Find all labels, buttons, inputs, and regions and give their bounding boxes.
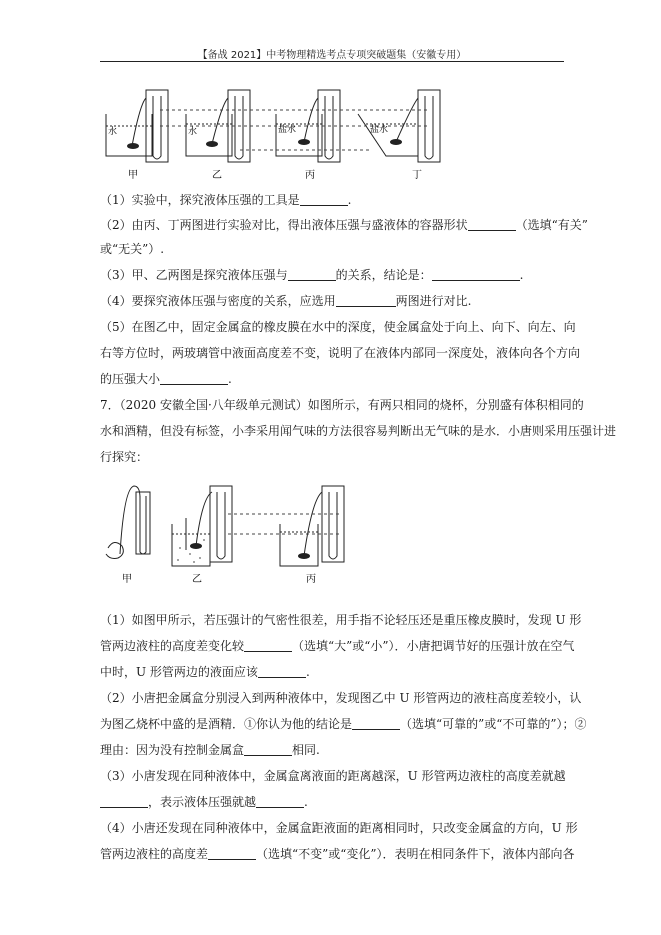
s2-q1-line-1: （1）如图甲所示，若压强计的气密性很差，用手指不论轻压还是重压橡皮膜时，发现 U 形 xyxy=(100,613,582,627)
figure-1-label-bing: 丙 xyxy=(305,170,315,181)
answer-blank[interactable] xyxy=(244,744,292,756)
answer-blank[interactable] xyxy=(208,848,256,860)
s2-q2-line-3: 理由：因为没有控制金属盒 相同. xyxy=(100,743,320,757)
answer-blank[interactable] xyxy=(468,219,516,231)
figure-1-label-ding: 丁 xyxy=(412,170,422,181)
s2-q2-line-1: （2）小唐把金属盒分别浸入到两种液体中，发现图乙中 U 形管两边的液柱高度差较小，认 xyxy=(100,691,582,705)
answer-blank[interactable] xyxy=(300,194,348,206)
s2-q3-line-2: ，表示液体压强就越 . xyxy=(100,794,570,810)
figure-1-liquid-1: 水 xyxy=(108,127,118,137)
answer-blank[interactable] xyxy=(160,373,228,385)
q1-line: （1）实验中，探究液体压强的工具是 . xyxy=(100,193,352,207)
s2-q4-line-1: （4）小唐还发现在同种液体中，金属盒距液面的距离相同时，只改变金属盒的方向，U 形 xyxy=(100,821,578,835)
q2-line: （2）由丙、丁两图进行实验对比，得出液体压强与盛液体的容器形状 （选填“有关” xyxy=(100,218,588,232)
q5-line-2: 右等方位时，两玻璃管中液面高度差不变，说明了在液体内部同一深度处，液体向各个方向 xyxy=(100,346,581,360)
s2-q1-line-3: 中时，U 形管两边的液面应该 . xyxy=(100,665,310,679)
answer-blank[interactable] xyxy=(244,640,292,652)
s2-q3-line-1: （3）小唐发现在同种液体中，金属盒离液面的距离越深，U 形管两边液柱的高度差就越 xyxy=(100,769,566,783)
figure-1-liquid-2: 水 xyxy=(188,127,198,137)
answer-blank[interactable] xyxy=(256,796,304,808)
answer-blank[interactable] xyxy=(100,796,148,808)
q7-line-3: 行探究： xyxy=(100,450,149,464)
figure-1-liquid-4: 盐水 xyxy=(370,125,389,135)
q3-line: （3）甲、乙两图是探究液体压强与 的关系，结论是： . xyxy=(100,268,524,282)
figure-2-label-bing: 丙 xyxy=(306,574,316,585)
answer-blank[interactable] xyxy=(432,269,520,281)
answer-blank[interactable] xyxy=(288,269,336,281)
answer-blank[interactable] xyxy=(336,295,396,307)
answer-blank[interactable] xyxy=(258,666,306,678)
figure-1-label-jia: 甲 xyxy=(128,170,138,181)
figure-2-label-jia: 甲 xyxy=(122,574,132,585)
figure-2-label-yi: 乙 xyxy=(192,574,202,585)
q7-line-1: 7．（2020 安徽全国·八年级单元测试）如图所示，有两只相同的烧杯，分别盛有体积相同的 xyxy=(100,398,584,412)
q2-line-cont: 或“无关”）. xyxy=(100,242,165,256)
s2-q1-line-2: 管两边液柱的高度差变化较 （选填“大”或“小”）．小唐把调节好的压强计放在空气 xyxy=(100,639,575,653)
figure-1-liquid-3: 盐水 xyxy=(278,125,297,135)
q4-line: （4）要探究液体压强与密度的关系，应选用 两图进行对比. xyxy=(100,294,472,308)
figure-1-label-yi: 乙 xyxy=(212,170,222,181)
header-rule xyxy=(100,61,564,62)
s2-q2-line-2: 为图乙烧杯中盛的是酒精．①你认为他的结论是 （选填“可靠的”或“不可靠的”）；② xyxy=(100,717,587,731)
q5-line-3: 的压强大小 . xyxy=(100,372,232,386)
q5-line-1: （5）在图乙中，固定金属盒的橡皮膜在水中的深度，使金属盒处于向上、向下、向左、向 xyxy=(100,320,576,334)
answer-blank[interactable] xyxy=(352,718,400,730)
s2-q4-line-2: 管两边液柱的高度差 （选填“不变”或“变化”）．表明在相同条件下，液体内部向各 xyxy=(100,847,575,861)
page-header: 【备战 2021】中考物理精选考点专项突破题集（安徽专用） xyxy=(197,50,467,61)
figure-2-pressure-gauges xyxy=(100,478,370,588)
figure-1-pressure-gauges xyxy=(100,84,450,184)
q7-line-2: 水和酒精，但没有标签，小李采用闻气味的方法很容易判断出无气味的是水．小唐则采用压强计进 xyxy=(100,424,617,438)
